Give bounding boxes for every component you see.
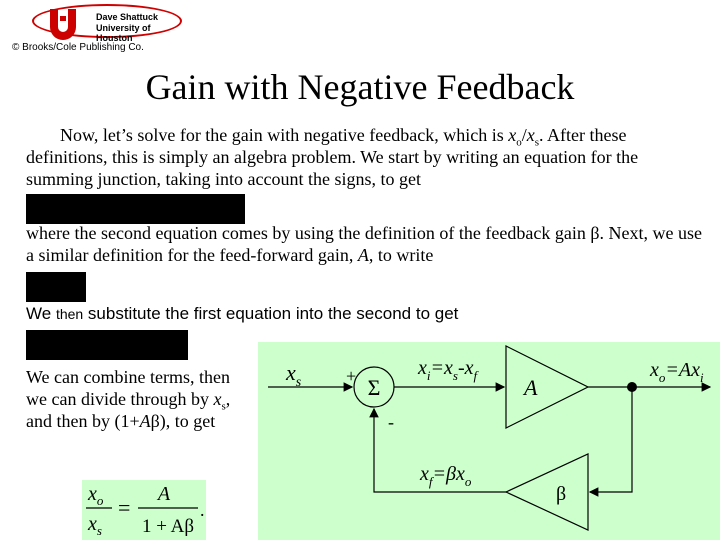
text: where the second equation comes by using the definition of the feedback gain bbox=[26, 223, 591, 243]
beta-symbol: β bbox=[150, 411, 160, 431]
paragraph-feedback-definition bbox=[26, 222, 706, 266]
equation-summing-junction bbox=[26, 194, 245, 224]
period: . bbox=[200, 500, 205, 520]
sub: o bbox=[516, 136, 522, 149]
text: . Next, we use a similar definition for the feed-forward gain, bbox=[26, 223, 702, 265]
sigma-symbol: Σ bbox=[367, 375, 381, 400]
logo-name: Dave Shattuck bbox=[96, 12, 159, 22]
text: Now, let’s solve for the gain with negative feedback, which is bbox=[60, 125, 509, 145]
feedback-block-diagram bbox=[258, 342, 720, 540]
label-xf-equation: $x_f=\beta x_o$ bbox=[420, 463, 472, 489]
equation-substituted bbox=[26, 330, 188, 360]
beta-label: β bbox=[556, 483, 567, 505]
label-xi-equation: $x_i=x_s-x_f$ bbox=[418, 357, 478, 383]
sub: s bbox=[534, 136, 540, 149]
feedback-block-beta bbox=[506, 454, 588, 530]
var-a: A bbox=[139, 411, 151, 431]
text: substitute the first equation into the second to get bbox=[87, 304, 459, 323]
var-x: x bbox=[526, 125, 535, 145]
result-svg bbox=[82, 480, 206, 540]
ratio-numerator: $x_o$ bbox=[88, 483, 104, 508]
paragraph-combine bbox=[26, 366, 248, 432]
gain-a-label: A bbox=[524, 375, 538, 400]
diagram-svg bbox=[258, 342, 720, 540]
equals-sign: = bbox=[118, 495, 131, 520]
text: We can combine terms, then we can divide through by bbox=[26, 367, 230, 409]
rhs-denominator: 1 + Aβ bbox=[141, 516, 195, 537]
equation-feedforward bbox=[26, 272, 86, 302]
uh-mark-icon bbox=[46, 6, 80, 40]
rhs-numerator: A bbox=[157, 483, 171, 505]
sub: s bbox=[221, 400, 226, 413]
var-a: A bbox=[357, 245, 369, 265]
paragraph-substitute bbox=[26, 303, 706, 325]
slide-title: Gain with Negative Feedback bbox=[145, 67, 575, 107]
logo-university: University of Houston bbox=[96, 23, 151, 43]
text: We bbox=[26, 304, 52, 323]
text: , and then by (1+ bbox=[26, 389, 231, 431]
university-logo bbox=[6, 2, 182, 52]
text: , to write bbox=[368, 245, 434, 265]
amplifier-a bbox=[506, 346, 588, 428]
logo-copyright: © Brooks/Cole Publishing Co. bbox=[12, 42, 144, 53]
text: ), to get bbox=[159, 411, 216, 431]
label-xs: $x_s$ bbox=[286, 360, 302, 390]
ratio-denominator: $x_s$ bbox=[88, 513, 102, 538]
beta-symbol: β bbox=[590, 223, 600, 243]
text: then bbox=[55, 306, 84, 322]
label-xo-equation: $x_o=Ax_i$ bbox=[650, 359, 704, 385]
result-formula bbox=[82, 480, 206, 540]
plus-sign: + bbox=[346, 366, 357, 386]
paragraph-intro bbox=[26, 124, 706, 190]
var-x: x bbox=[213, 389, 222, 409]
minus-sign: - bbox=[388, 412, 394, 432]
text: . After these definitions, this is simply an algebra problem. We start by writing an equation for the summing junction, taking into account the signs, to get bbox=[26, 125, 639, 189]
feedback-line bbox=[590, 387, 632, 492]
text: / bbox=[521, 125, 527, 145]
var-x: x bbox=[508, 125, 517, 145]
